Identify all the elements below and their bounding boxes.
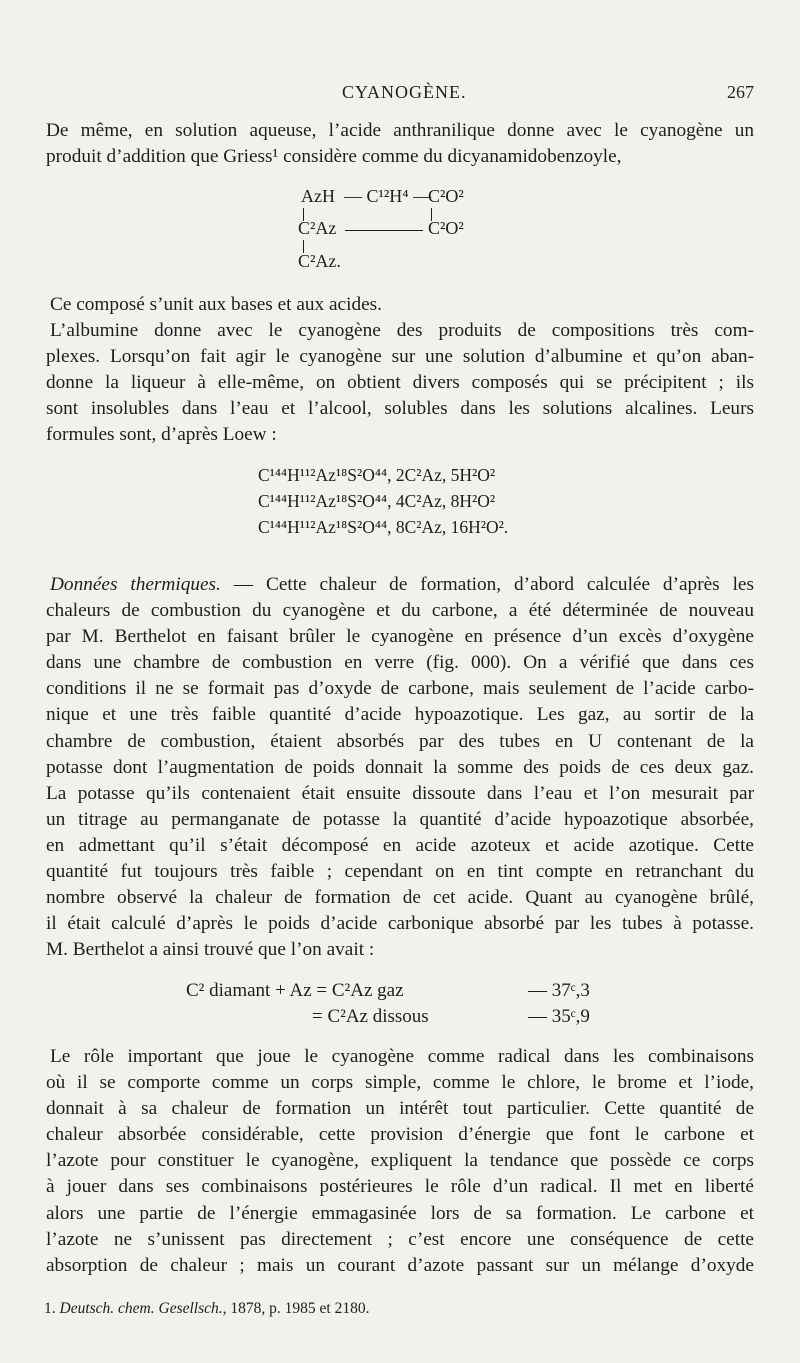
thermo-paragraph	[46, 572, 754, 963]
text-line: De même, en solution aqueuse, l’acide anthranilique donne avec le cyanogène un	[46, 120, 754, 141]
text-line: il était calculé d’après le poids d’acide carbonique absorbé par les tubes à potasse.	[46, 913, 754, 935]
text-line: Données thermiques. — Cette chaleur de formation, d’abord calculée d’après les	[50, 574, 754, 595]
text-line: donne la liqueur à elle-même, on obtient divers composés qui se précipitent ; ils	[46, 372, 754, 394]
equation-value: — 35ᶜ,9	[528, 1006, 590, 1027]
footnote-journal: Deutsch. chem. Gesellsch.	[59, 1300, 223, 1317]
bond-line	[345, 230, 423, 231]
equation-left: = C²Az dissous	[312, 1006, 429, 1027]
text-line: alors une partie de l’énergie emmagasinée lors de sa formation. Le carbone et	[46, 1202, 754, 1224]
formula-line: C¹⁴⁴H¹¹²Az¹⁸S²O⁴⁴, 2C²Az, 5H²O²	[258, 465, 496, 485]
equation-left: C² diamant + Az = C²Az gaz	[186, 980, 404, 1001]
text-line: Ce composé s’unit aux bases et aux acides.	[50, 294, 382, 315]
page-number: 267	[727, 82, 754, 102]
text-line: chaleurs de combustion du cyanogène et du carbone, a été déterminée de nouveau	[46, 600, 754, 622]
text-line: l’azote pour constituer le cyanogène, expliquent la tendance que possède ce corps	[46, 1150, 754, 1172]
text-line: où il se comporte comme un corps simple, comme le chlore, le brome et l’iode,	[46, 1072, 754, 1094]
text-line: produit d’addition que Griess¹ considère comme du dicyanamidobenzoyle,	[46, 146, 622, 168]
formula-c2o2-top: C²O²	[428, 186, 464, 206]
text-line: un titrage au permanganate de potasse la quantité d’acide hypoazotique absorbée,	[46, 808, 754, 830]
formula-line: C¹⁴⁴H¹¹²Az¹⁸S²O⁴⁴, 8C²Az, 16H²O².	[258, 517, 509, 537]
intro-paragraph	[46, 118, 754, 170]
equation-value: — 37ᶜ,3	[528, 980, 590, 1001]
text-line: M. Berthelot a ainsi trouvé que l’on avait :	[46, 939, 375, 961]
text-line: chaleur absorbée considérable, cette provision d’énergie que font le carbone et	[46, 1124, 754, 1146]
formula-benzene-part: — C¹²H⁴ —	[344, 186, 432, 206]
text-line: absorption de chaleur ; mais un courant d’azote passant sur un mélange d’oxyde	[46, 1254, 754, 1276]
text-line: Le rôle important que joue le cyanogène comme radical dans les combinaisons	[50, 1046, 754, 1067]
text-line: nique et une très faible quantité d’acide hypoazotique. Les gaz, au sortir de la	[46, 704, 754, 726]
text-line: donnait à sa chaleur de formation un intérêt tout particulier. Cette quantité de	[46, 1098, 754, 1120]
text-line: à jouer dans ses combinaisons postérieures le rôle d’un radical. Il met en liberté	[46, 1176, 754, 1198]
formula-c2az-end: C²Az.	[298, 251, 341, 271]
text-line: par M. Berthelot en faisant brûler le cyanogène en présence d’un excès d’oxygène	[46, 626, 754, 648]
formula-c2o2-bottom: C²O²	[428, 218, 464, 238]
text-line: chambre de combustion, étaient absorbés par des tubes en U contenant de la	[46, 730, 754, 752]
albumin-formulas	[258, 462, 508, 540]
text-line: sont insolubles dans l’eau et l’alcool, solubles dans les solutions alcalines. Leurs	[46, 398, 754, 420]
footnote-details: , 1878, p. 1985 et 2180.	[222, 1300, 370, 1317]
text-line: La potasse qu’ils contenaient était ensuite dissoute dans l’eau et l’on mesurait par	[46, 782, 754, 804]
text-line: conditions il ne se formait pas d’oxyde de carbone, mais seulement de l’acide carbo-	[46, 678, 754, 700]
footnote	[44, 1300, 369, 1318]
page-header	[44, 82, 756, 106]
running-title: CYANOGÈNE.	[342, 82, 467, 102]
text-line: l’azote ne s’unissent pas directement ; c’est encore une conséquence de cette	[46, 1228, 754, 1250]
text-line: formules sont, d’après Loew :	[46, 424, 277, 446]
formula-line: C¹⁴⁴H¹¹²Az¹⁸S²O⁴⁴, 4C²Az, 8H²O²	[258, 491, 496, 511]
formula-c2az: C²Az	[298, 218, 337, 238]
paragraph	[46, 292, 754, 318]
footnote-number: 1.	[44, 1300, 56, 1317]
paragraph	[46, 1044, 754, 1279]
text-line: plexes. Lorsqu’on fait agir le cyanogène sur une solution d’albumine et qu’on aban-	[46, 346, 754, 368]
text-line: potasse dont l’augmentation de poids donnait la somme des poids de ces deux gaz.	[46, 756, 754, 778]
text-line: en admettant qu’il s’était décomposé en acide azoteux et acide azotique. Cette	[46, 834, 754, 856]
text-line: nombre observé la chaleur de formation de cet acide. Quant au cyanogène brûlé,	[46, 887, 754, 909]
section-lead: Données thermiques.	[50, 574, 221, 595]
paragraph	[46, 318, 754, 448]
text-line: quantité fut toujours très faible ; cependant on en tint compte en retranchant du	[46, 861, 754, 883]
text-line: L’albumine donne avec le cyanogène des produits de compositions très com-	[50, 320, 754, 341]
text-line: dans une chambre de combustion en verre (fig. 000). On a vérifié que dans ces	[46, 652, 754, 674]
formula-azh: AzH	[301, 186, 335, 206]
